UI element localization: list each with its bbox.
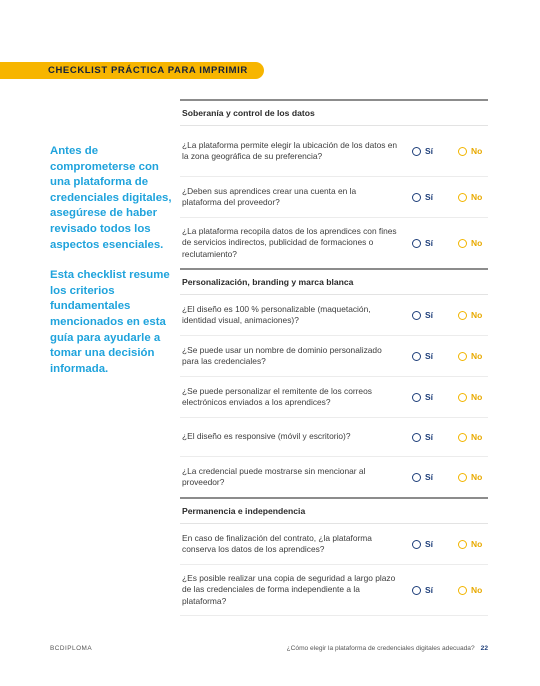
question-text: ¿Se puede usar un nombre de dominio personalizado para las credenciales? <box>182 344 382 366</box>
yes-checkbox-icon[interactable] <box>412 193 421 202</box>
no-option[interactable]: No <box>458 585 482 595</box>
yes-option[interactable]: Sí <box>412 539 456 549</box>
no-option[interactable]: No <box>458 146 482 156</box>
yes-checkbox-icon[interactable] <box>412 393 421 402</box>
intro-paragraph-2: Esta checklist resume los criterios fundamentales mencionados en esta guía para ayudarle a tomar una decisión informada. <box>50 269 170 375</box>
footer-brand: BCDIPLOMA <box>50 645 93 652</box>
question-text: ¿La plataforma recopila datos de los aprendices con fines de servicios indirectos, publicidad de formaciones o reclutamiento? <box>182 225 397 259</box>
yes-option[interactable]: Sí <box>412 146 456 156</box>
checklist-row <box>180 126 488 177</box>
no-checkbox-icon[interactable] <box>458 473 467 482</box>
yes-option[interactable]: Sí <box>412 432 456 442</box>
yes-option[interactable]: Sí <box>412 392 456 402</box>
yes-checkbox-icon[interactable] <box>412 239 421 248</box>
no-option[interactable]: No <box>458 472 482 482</box>
no-option[interactable]: No <box>458 432 482 442</box>
no-checkbox-icon[interactable] <box>458 352 467 361</box>
question-text: ¿Se puede personalizar el remitente de los correos electrónicos enviados a los aprendices? <box>182 385 372 407</box>
intro-paragraph-1: Antes de comprometerse con una plataforma de credenciales digitales, asegúrese de haber revisado todos los aspectos esenciales. <box>50 145 172 251</box>
question-text: ¿La credencial puede mostrarse sin mencionar al proveedor? <box>182 465 366 487</box>
no-checkbox-icon[interactable] <box>458 311 467 320</box>
no-option[interactable]: No <box>458 310 482 320</box>
section-header-data-sovereignty: Soberanía y control de los datos <box>180 99 488 126</box>
page-number: 22 <box>480 645 488 652</box>
checklist-table <box>180 99 488 616</box>
yes-option[interactable]: Sí <box>412 310 456 320</box>
checklist-row <box>180 295 488 336</box>
banner-title: CHECKLIST PRÁCTICA PARA IMPRIMIR <box>48 65 248 76</box>
yes-checkbox-icon[interactable] <box>412 147 421 156</box>
yes-checkbox-icon[interactable] <box>412 311 421 320</box>
no-option[interactable]: No <box>458 238 482 248</box>
checklist-row <box>180 524 488 565</box>
yes-checkbox-icon[interactable] <box>412 352 421 361</box>
checklist-row <box>180 457 488 497</box>
intro-text <box>50 144 172 392</box>
yes-checkbox-icon[interactable] <box>412 540 421 549</box>
yes-option[interactable]: Sí <box>412 238 456 248</box>
checklist-row <box>180 177 488 218</box>
yes-checkbox-icon[interactable] <box>412 473 421 482</box>
section-header-permanence: Permanencia e independencia <box>180 497 488 524</box>
checklist-row <box>180 418 488 457</box>
checklist-row <box>180 377 488 418</box>
no-checkbox-icon[interactable] <box>458 193 467 202</box>
yes-option[interactable]: Sí <box>412 351 456 361</box>
no-checkbox-icon[interactable] <box>458 433 467 442</box>
footer-document-title: ¿Cómo elegir la plataforma de credenciales digitales adecuada? <box>286 645 475 652</box>
question-text: ¿Deben sus aprendices crear una cuenta en la plataforma del proveedor? <box>182 185 357 207</box>
no-checkbox-icon[interactable] <box>458 393 467 402</box>
checklist-row <box>180 218 488 268</box>
question-text: En caso de finalización del contrato, ¿la plataforma conserva los datos de los aprendices? <box>182 532 372 554</box>
question-text: ¿El diseño es 100 % personalizable (maquetación, identidad visual, animaciones)? <box>182 303 371 325</box>
yes-option[interactable]: Sí <box>412 472 456 482</box>
no-checkbox-icon[interactable] <box>458 147 467 156</box>
yes-checkbox-icon[interactable] <box>412 433 421 442</box>
section-header-personalization: Personalización, branding y marca blanca <box>180 268 488 295</box>
no-checkbox-icon[interactable] <box>458 540 467 549</box>
checklist-row <box>180 565 488 616</box>
no-option[interactable]: No <box>458 192 482 202</box>
yes-checkbox-icon[interactable] <box>412 586 421 595</box>
question-text: ¿El diseño es responsive (móvil y escritorio)? <box>182 431 351 442</box>
question-text: ¿La plataforma permite elegir la ubicación de los datos en la zona geográfica de su preferencia? <box>182 139 398 161</box>
no-option[interactable]: No <box>458 351 482 361</box>
no-checkbox-icon[interactable] <box>458 586 467 595</box>
question-text: ¿Es posible realizar una copia de seguridad a largo plazo de las credenciales de forma independiente a la plataforma? <box>182 572 396 606</box>
no-option[interactable]: No <box>458 539 482 549</box>
no-checkbox-icon[interactable] <box>458 239 467 248</box>
yes-option[interactable]: Sí <box>412 192 456 202</box>
section-banner <box>0 62 264 79</box>
no-option[interactable]: No <box>458 392 482 402</box>
checklist-row <box>180 336 488 377</box>
yes-option[interactable]: Sí <box>412 585 456 595</box>
footer-title <box>287 645 488 652</box>
